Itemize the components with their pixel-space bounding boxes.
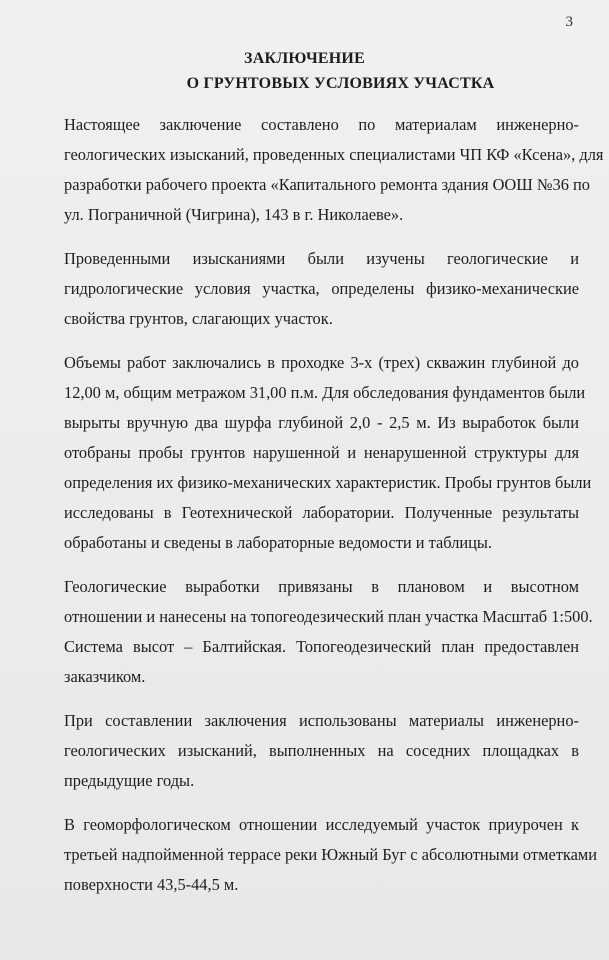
text-line: ул. Пограничной (Чигрина), 143 в г. Николаеве».: [64, 205, 404, 224]
text-line: отношении и нанесены на топогеодезический план участка Масштаб 1:500.: [64, 607, 593, 626]
paragraph-5: [64, 706, 579, 796]
title-line-2: О ГРУНТОВЫХ УСЛОВИЯХ УЧАСТКА: [186, 75, 495, 92]
title-line-1: ЗАКЛЮЧЕНИЕ: [244, 50, 365, 67]
text-line: третьей надпойменной террасе реки Южный Буг с абсолютными отметками: [64, 845, 598, 864]
paragraph-2: [64, 244, 579, 334]
paragraph-6: [64, 810, 598, 900]
paragraph-3: [64, 348, 592, 558]
text-line: Проведенными изысканиями были изучены геологические и: [64, 249, 579, 268]
text-line: исследованы в Геотехнической лаборатории. Полученные результаты: [64, 503, 579, 522]
text-line: отобраны пробы грунтов нарушенной и ненарушенной структуры для: [64, 443, 579, 462]
page-number: 3: [565, 14, 573, 30]
document-body: [64, 110, 604, 914]
paragraph-4: [64, 572, 593, 692]
text-line: геологических изысканий, проведенных специалистами ЧП КФ «Ксена», для: [64, 145, 604, 164]
text-line: определения их физико-механических характеристик. Пробы грунтов были: [64, 473, 592, 492]
text-line: 12,00 м, общим метражом 31,00 п.м. Для обследования фундаментов были: [64, 383, 586, 402]
text-line: геологических изысканий, выполненных на соседних площадках в: [64, 741, 579, 760]
text-line: заказчиком.: [64, 667, 146, 686]
text-line: Настоящее заключение составлено по материалам инженерно-: [64, 115, 579, 134]
document-title: [0, 46, 609, 96]
text-line: Система высот – Балтийская. Топогеодезический план предоставлен: [64, 637, 579, 656]
text-line: гидрологические условия участка, определены физико-механические: [64, 279, 579, 298]
text-line: вырыты вручную два шурфа глубиной 2,0 - 2,5 м. Из выработок были: [64, 413, 579, 432]
text-line: свойства грунтов, слагающих участок.: [64, 309, 333, 328]
text-line: При составлении заключения использованы материалы инженерно-: [64, 711, 579, 730]
text-line: предыдущие годы.: [64, 771, 195, 790]
text-line: поверхности 43,5-44,5 м.: [64, 875, 239, 894]
text-line: разработки рабочего проекта «Капитального ремонта здания ООШ №36 по: [64, 175, 590, 194]
paragraph-1: [64, 110, 604, 230]
text-line: Геологические выработки привязаны в плановом и высотном: [64, 577, 579, 596]
text-line: В геоморфологическом отношении исследуемый участок приурочен к: [64, 815, 579, 834]
text-line: обработаны и сведены в лабораторные ведомости и таблицы.: [64, 533, 493, 552]
text-line: Объемы работ заключались в проходке 3-х (трех) скважин глубиной до: [64, 353, 579, 372]
